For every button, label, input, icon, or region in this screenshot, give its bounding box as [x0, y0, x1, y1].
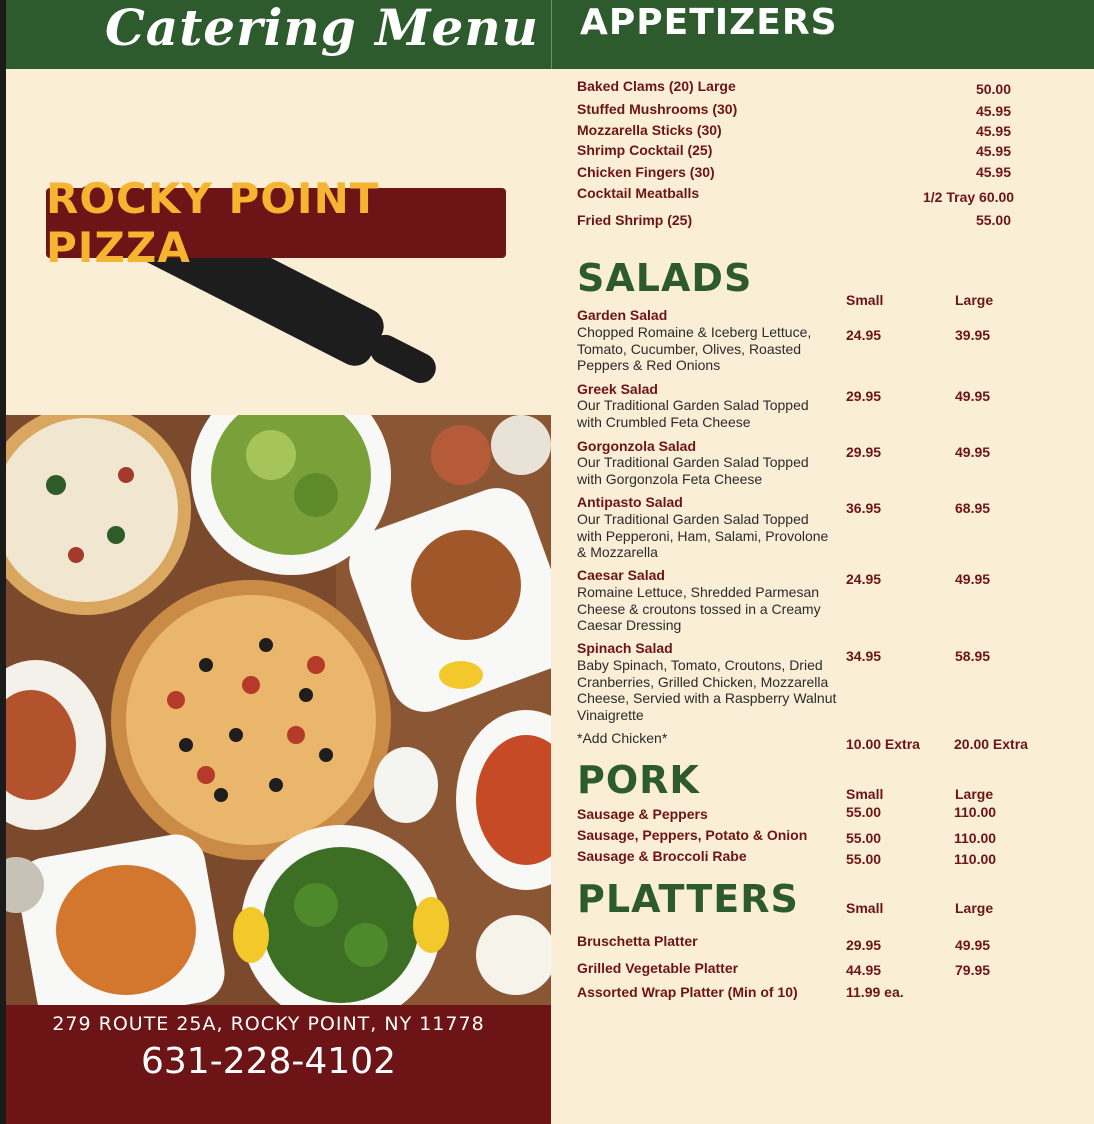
footer-banner: [6, 1005, 551, 1124]
large-column-header: Large: [955, 292, 994, 308]
salad-large-price: 49.95: [955, 444, 991, 460]
pork-small-price: 55.00: [846, 804, 882, 820]
appetizer-name: Baked Clams (20) Large: [577, 78, 736, 94]
platter-name: Bruschetta Platter: [577, 933, 698, 949]
large-column-header: Large: [955, 900, 994, 916]
pork-title: PORK: [577, 758, 700, 802]
appetizer-price: 1/2 Tray 60.00: [923, 189, 1015, 205]
pork-item-name: Sausage & Peppers: [577, 806, 708, 822]
pork-large-price: 110.00: [954, 830, 997, 846]
salad-description: Our Traditional Garden Salad Topped with Pepperoni, Ham, Salami, Provolone & Mozzarella: [577, 511, 829, 560]
salad-small-price: 36.95: [846, 500, 882, 516]
small-column-header: Small: [846, 292, 884, 308]
appetizer-name: Mozzarella Sticks (30): [577, 122, 722, 138]
appetizer-price: 45.95: [975, 123, 1011, 139]
platter-small-price: 44.95: [846, 962, 882, 978]
salad-large-price: 58.95: [955, 648, 991, 664]
platter-small-price: 29.95: [846, 937, 882, 953]
appetizer-name: Chicken Fingers (30): [577, 164, 715, 180]
appetizer-name: Cocktail Meatballs: [577, 185, 700, 201]
salad-name: Greek Salad: [577, 381, 658, 397]
catering-menu-title: Catering Menu: [105, 0, 540, 57]
platter-name: Assorted Wrap Platter (Min of 10): [577, 984, 798, 1000]
salad-large-price: 49.95: [955, 571, 991, 587]
add-chicken-label: *Add Chicken*: [577, 730, 668, 746]
add-chicken-large-price: 20.00 Extra: [954, 736, 1028, 752]
appetizer-price: 45.95: [975, 103, 1011, 119]
pork-small-price: 55.00: [846, 851, 882, 867]
salad-name: Garden Salad: [577, 307, 668, 323]
small-column-header: Small: [846, 900, 884, 916]
salad-large-price: 39.95: [955, 327, 991, 343]
salad-description: Our Traditional Garden Salad Topped with Gorgonzola Feta Cheese: [577, 454, 809, 487]
platters-title: PLATTERS: [577, 877, 799, 921]
large-column-header: Large: [955, 786, 994, 802]
address-text: 279 ROUTE 25A, ROCKY POINT, NY 11778: [52, 1013, 485, 1035]
appetizers-title: APPETIZERS: [580, 2, 838, 43]
appetizer-price: 45.95: [975, 164, 1011, 180]
salad-small-price: 29.95: [846, 388, 882, 404]
logo-text: ROCKY POINT PIZZA: [46, 174, 380, 272]
small-column-header: Small: [846, 786, 884, 802]
salad-name: Spinach Salad: [577, 640, 673, 656]
pork-large-price: 110.00: [954, 804, 997, 820]
appetizer-price: 55.00: [975, 212, 1011, 228]
appetizer-price: 45.95: [975, 143, 1011, 159]
salad-description: Our Traditional Garden Salad Topped with Crumbled Feta Cheese: [577, 397, 809, 430]
salad-name: Gorgonzola Salad: [577, 438, 697, 454]
logo-banner: [46, 174, 506, 272]
salad-large-price: 49.95: [955, 388, 991, 404]
appetizer-name: Shrimp Cocktail (25): [577, 142, 713, 158]
platter-large-price: 49.95: [955, 937, 991, 953]
platter-small-price: 11.99 ea.: [846, 984, 904, 1000]
salad-small-price: 34.95: [846, 648, 882, 664]
phone-number: 631-228-4102: [140, 1041, 397, 1082]
salad-small-price: 24.95: [846, 327, 882, 343]
appetizer-price: 50.00: [975, 81, 1011, 97]
appetizer-name: Stuffed Mushrooms (30): [577, 101, 738, 117]
salad-name: Antipasto Salad: [577, 494, 683, 510]
salad-large-price: 68.95: [955, 500, 991, 516]
platter-name: Grilled Vegetable Platter: [577, 960, 739, 976]
pork-item-name: Sausage & Broccoli Rabe: [577, 848, 747, 864]
pork-small-price: 55.00: [846, 830, 882, 846]
appetizer-name: Fried Shrimp (25): [577, 212, 693, 228]
salad-description: Baby Spinach, Tomato, Croutons, Dried Cranberries, Grilled Chicken, Mozzarella Cheese, Servied with a Raspberry Walnut Vinaigrette: [577, 657, 837, 723]
salad-small-price: 24.95: [846, 571, 882, 587]
salad-name: Caesar Salad: [577, 567, 665, 583]
platter-large-price: 79.95: [955, 962, 991, 978]
salads-title: SALADS: [577, 256, 753, 300]
add-chicken-small-price: 10.00 Extra: [846, 736, 920, 752]
pork-item-name: Sausage, Peppers, Potato & Onion: [577, 827, 808, 843]
salad-description: Chopped Romaine & Iceberg Lettuce, Tomato, Cucumber, Olives, Roasted Peppers & Red Onions: [577, 324, 812, 373]
salad-small-price: 29.95: [846, 444, 882, 460]
pork-large-price: 110.00: [954, 851, 997, 867]
salad-description: Romaine Lettuce, Shredded Parmesan Cheese & croutons tossed in a Creamy Caesar Dressing: [577, 584, 821, 633]
food-photo: [6, 415, 551, 1005]
